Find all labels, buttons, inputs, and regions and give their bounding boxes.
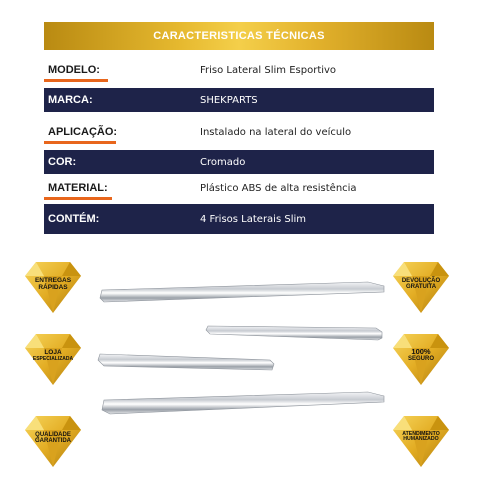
badge-loja-especializada <box>24 330 82 386</box>
badge-devolucao-gratuita <box>392 258 450 314</box>
badge-entregas-rapidas <box>24 258 82 314</box>
badge-atendimento-humanizado <box>392 412 450 468</box>
chrome-trim-strips-image <box>96 276 388 426</box>
spec-row-cor <box>44 150 434 174</box>
spec-label: MARCA: <box>48 94 93 106</box>
spec-value: Cromado <box>200 156 246 168</box>
chrome-trim-strip <box>102 392 384 414</box>
badge-text: ENTREGAS RÁPIDAS <box>34 277 72 291</box>
spec-label: COR: <box>48 156 77 168</box>
chrome-trim-strip <box>98 354 274 370</box>
spec-header-banner <box>44 22 434 50</box>
spec-label: CONTÉM: <box>48 213 100 225</box>
spec-value: Instalado na lateral do veículo <box>200 126 352 138</box>
spec-row-material <box>44 176 434 200</box>
spec-value: Plástico ABS de alta resistência <box>200 182 357 194</box>
spec-label: APLICAÇÃO: <box>48 126 118 138</box>
spec-label: MATERIAL: <box>48 182 108 194</box>
spec-row-contem <box>44 204 434 234</box>
spec-row-aplicacao <box>44 120 434 144</box>
badge-text: LOJA ESPECIALIZADA <box>32 349 74 362</box>
chrome-trim-strip <box>100 282 384 302</box>
badge-100-seguro <box>392 330 450 386</box>
badge-text: ATENDIMENTO HUMANIZADO <box>402 431 440 443</box>
spec-value: Friso Lateral Slim Esportivo <box>200 64 337 76</box>
spec-label: MODELO: <box>48 64 100 76</box>
badge-text: 100% SEGURO <box>407 347 434 362</box>
chrome-trim-strip <box>206 326 382 340</box>
spec-header-title: CARACTERISTICAS TÉCNICAS <box>153 30 325 42</box>
badge-qualidade-garantida <box>24 412 82 468</box>
spec-row-modelo <box>44 58 434 82</box>
label-underline <box>44 141 116 144</box>
spec-value: 4 Frisos Laterais Slim <box>200 213 306 225</box>
badge-text: DEVOLUÇÃO GRATUITA <box>401 278 441 291</box>
spec-row-marca <box>44 88 434 112</box>
label-underline <box>44 79 108 82</box>
spec-value: SHEKPARTS <box>200 94 258 106</box>
badge-text: QUALIDADE GARANTIDA <box>35 432 71 445</box>
label-underline <box>44 197 112 200</box>
